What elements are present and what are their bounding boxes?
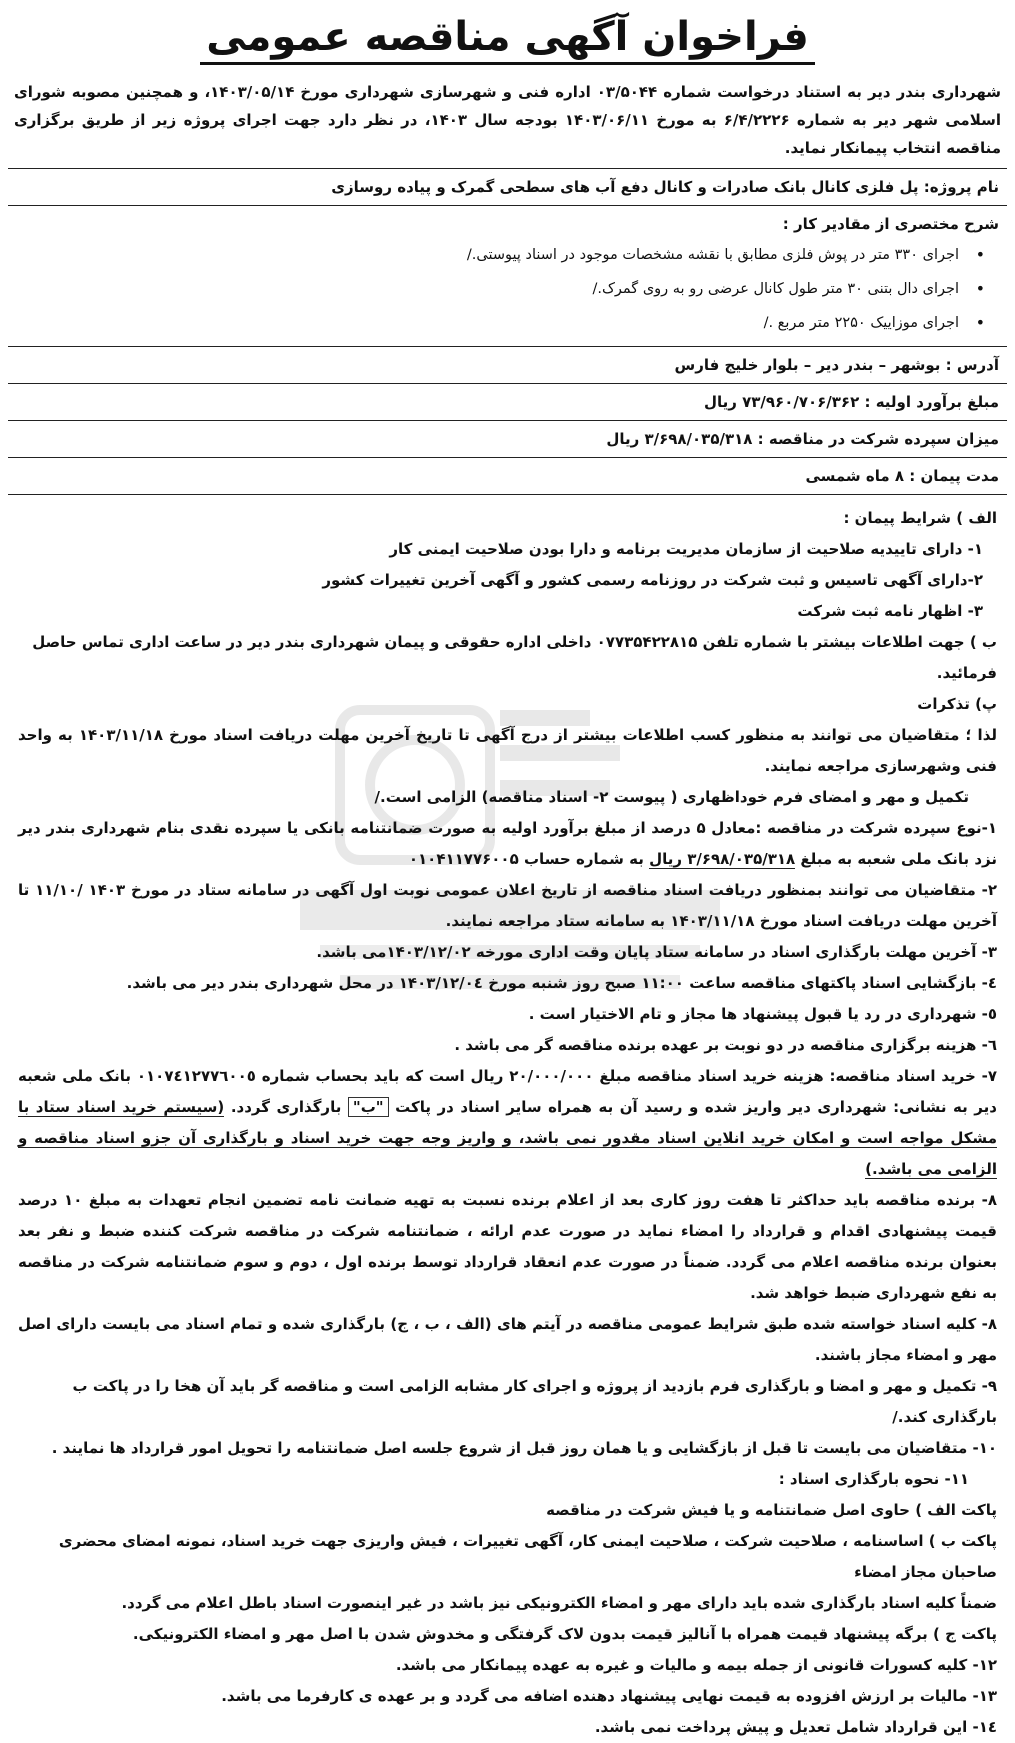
note-13: ۱۳- مالیات بر ارزش افزوده به قیمت نهایی پیشنهاد دهنده اضافه می گردد و بر عهده ی کارفرما می باشد. (221, 1687, 997, 1705)
scope-heading: شرح مختصری از مقادیر کار : (782, 215, 999, 233)
scope-item: • اجرای دال بتنی ۳۰ متر طول کانال عرضی رو به روی گمرک./ (16, 272, 959, 306)
deposit-field: میزان سپرده شرکت در مناقصه : ۳/۶۹۸/۰۳۵/۳۱۸ ریال (8, 420, 1007, 457)
note-14: ۱٤- این قرارداد شامل تعدیل و پیش پرداخت نمی باشد. (594, 1718, 997, 1736)
notes-intro: لذا ؛ متقاضیان می توانند به منظور کسب اطلاعات بیشتر از درج آگهی تا تاریخ آخرین مهلت دریافت اسناد مورخ ۱۴۰۳/۱۱/۱۸ به واحد فنی وشهرسازی مراجعه نمایند. (18, 726, 997, 775)
contact-info: ب ) جهت اطلاعات بیشتر با شماره تلفن ۰۷۷۳۵۴۲۲۸۱۵ داخلی اداره حقوقی و پیمان شهرداری بندر دیر در ساعت اداری تماس حاصل فرمائید. (32, 633, 997, 682)
estimate-field: مبلغ برآورد اولیه : ۷۳/۹۶۰/۷۰۶/۳۶۲ ریال (8, 383, 1007, 420)
note-6: ٦- هزینه برگزاری مناقصه در دو نوبت بر عهده برنده مناقصه گر می باشد . (454, 1036, 997, 1054)
condition-item: ۲-دارای آگهی تاسیس و ثبت شرکت در روزنامه رسمی کشور و آگهی آخرین تغییرات کشور (322, 571, 983, 589)
conditions-heading: الف ) شرایط پیمان : (843, 509, 997, 527)
scope-item: • اجرای موزاییک ۲۲۵۰ متر مربع ./ (16, 306, 959, 340)
packet-note: ضمناً کلیه اسناد بارگذاری شده باید دارای مهر و امضاء الکترونیکی نیز باشد در غیر اینصورت اسناد باطل اعلام می گردد. (121, 1594, 997, 1612)
scope-list (16, 238, 999, 340)
note-10: ۱۰- متقاضیان می بایست تا قبل از بازگشایی و یا همان روز قبل از شروع جلسه اصل ضمانتنامه را تحویل امور قرارداد ها نمایند . (51, 1439, 997, 1457)
packet-a: پاکت الف ) حاوی اصل ضمانتنامه و یا فیش شرکت در مناقصه (546, 1501, 997, 1519)
note-2: ۲- متقاضیان می توانند بمنظور دریافت اسناد مناقصه از تاریخ اعلان عمومی نوبت اول آگهی در سامانه ستاد در مورخ ۱۴۰۳ /۱۱/۱۰ تا آخرین مهلت دریافت اسناد مورخ ۱۴۰۳/۱۱/۱۸ به سامانه ستاد مراجعه نمایند. (18, 881, 997, 930)
note-1: ۱-نوع سپرده شرکت در مناقصه :معادل ۵ درصد از مبلغ برآورد اولیه به صورت ضمانتنامه بانکی یا سپرده نقدی بنام شهرداری بندر دیر نزد بانک ملی شعبه به مبلغ ۳/۶۹۸/۰۳۵/۳۱۸ ریال به شماره حساب ۰۱۰۴۱۱۷۷۶۰۰۵ (18, 819, 997, 868)
conditions-section (8, 495, 1007, 1743)
note-7-warning: (سیستم خرید اسناد ستاد با مشکل مواجه است و امکان خرید انلاین اسناد مقدور نمی باشد، و واریز وجه جهت خرید اسناد و بارگذاری آن جزو اسناد مناقصه و الزامی می باشد.) (18, 1098, 997, 1178)
note-5: ٥- شهرداری در رد یا قبول پیشنهاد ها مجاز و تام الاختیار است . (528, 1005, 997, 1023)
note-3: ۳- آخرین مهلت بارگذاری اسناد در سامانه ستاد پایان وقت اداری مورخه ۱۴۰۳/۱۲/۰۲می باشد. (316, 943, 997, 961)
notice-title: فراخوان آگهی مناقصه عمومی (8, 0, 1007, 70)
note-4: ٤- بازگشایی اسناد پاکتهای مناقصه ساعت ۱۱:۰۰ صبح روز شنبه مورخ ۱۴۰۳/۱۲/۰٤ در محل شهرداری بندر دیر می باشد. (126, 974, 997, 992)
condition-item: ۱- دارای تاییدیه صلاحیت از سازمان مدیریت برنامه و دارا بودن صلاحیت ایمنی کار (389, 540, 983, 558)
packet-b: پاکت ب ) اساسنامه ، صلاحیت شرکت ، صلاحیت ایمنی کار، آگهی تغییرات ، فیش واریزی جهت خرید اسناد، نمونه امضای محضری صاحبان مجاز امضاء (58, 1532, 997, 1581)
project-name: نام پروژه: پل فلزی کانال بانک صادرات و کانال دفع آب های سطحی گمرک و پیاده روسازی (8, 168, 1007, 205)
note-8b: ۸- کلیه اسناد خواسته شده طبق شرایط عمومی مناقصه در آیتم های (الف ، ب ، ج) بارگذاری شده و تمام اسناد می بایست دارای اصل مهر و امضاء مجاز باشند. (18, 1315, 997, 1364)
packet-b-box: "ب" (348, 1097, 389, 1117)
condition-item: ۳- اظهار نامه ثبت شرکت (797, 602, 983, 620)
scope-item: • اجرای ۳۳۰ متر در پوش فلزی مطابق با نقشه مشخصات موجود در اسناد پیوستی./ (16, 238, 959, 272)
intro-paragraph: شهرداری بندر دیر به استناد درخواست شماره ۰۳/۵۰۴۴ اداره فنی و شهرسازی شهرداری مورخ ۱۴۰۳/۰۵/۱۴، و همچنین مصوبه شورای اسلامی شهر دیر به شماره ۶/۴/۲۲۲۶ به مورخ ۱۴۰۳/۰۶/۱۱ بودجه سال ۱۴۰۳، در نظر دارد جهت اجرای پروژه زیر از طریق برگزاری مناقصه انتخاب پیمانکار نماید. (14, 83, 1001, 157)
duration-field: مدت پیمان : ۸ ماه شمسی (8, 457, 1007, 495)
note-9: ۹- تکمیل و مهر و امضا و بارگذاری فرم بازدید از پروژه و اجرای کار مشابه الزامی است و مناقصه گر باید آن هخا را در پاکت ب بارگذاری کند./ (72, 1377, 997, 1426)
note-7: ۷- خرید اسناد مناقصه: هزینه خرید اسناد مناقصه مبلغ ۲۰/۰۰۰/۰۰۰ ریال است که باید بحساب شماره ۰۱۰۷٤۱۲۷۷٦۰۰٥ بانک ملی شعبه دیر به نشانی: شهرداری دیر واریز شده و رسید آن به همراه سایر اسناد در پاکت "ب" بارگذاری گردد. (سیستم خرید اسناد ستاد با مشکل مواجه است و امکان خرید انلاین اسناد مقدور نمی باشد، و واریز وجه جهت خرید اسناد و بارگذاری آن جزو اسناد مناقصه و الزامی می باشد.) (18, 1067, 998, 1178)
scope-section (8, 205, 1007, 346)
address-field: آدرس : بوشهر – بندر دیر – بلوار خلیج فارس (8, 346, 1007, 383)
note-11: ۱۱- نحوه بارگذاری اسناد : (778, 1470, 969, 1488)
note-8a: ۸- برنده مناقصه باید حداکثر تا هفت روز کاری بعد از اعلام برنده نسبت به تهیه ضمانت نامه تضمین انجام تعهدات به مبلغ ۱۰ درصد قیمت پیشنهادی اقدام و قرارداد را امضاء نماید در صورت عدم ارائه ، ضمانتنامه شرکت در مناقصه شرکت کننده ضبط و نفر بعد بعنوان برنده مناقصه اعلام می گردد. ضمناً در صورت عدم انعقاد قرارداد توسط برنده اول ، دوم و سوم ضمانتنامه شرکت در مناقصه به نفع شهرداری ضبط خواهد شد. (18, 1191, 998, 1302)
packet-c: پاکت ج ) برگه پیشنهاد قیمت همراه با آنالیز قیمت بدون لاک گرفتگی و مخدوش شدن با اصل مهر و امضاء الکترونیکی. (132, 1625, 997, 1643)
note-12: ۱۲- کلیه کسورات قانونی از جمله بیمه و مالیات و غیره به عهده پیمانکار می باشد. (395, 1656, 997, 1674)
notes-form: تکمیل و مهر و امضای فرم خوداظهاری ( پیوست ۲- اسناد مناقصه) الزامی است./ (374, 788, 969, 806)
notes-heading: پ) تذکرات (917, 695, 997, 713)
